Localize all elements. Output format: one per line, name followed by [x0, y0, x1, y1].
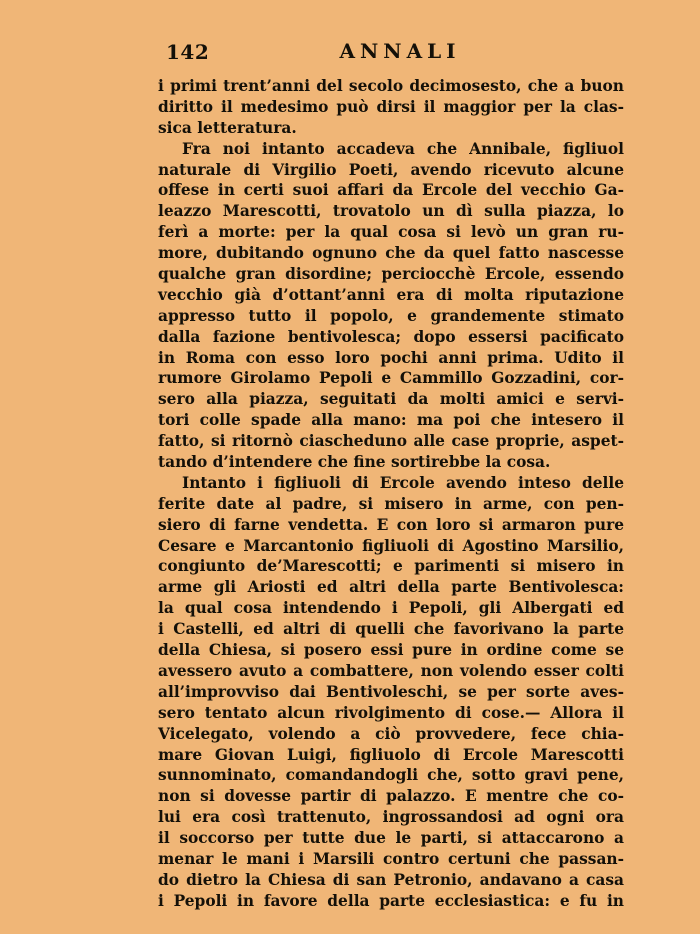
- text-line: Intanto i figliuoli di Ercole avendo inteso delle: [182, 473, 624, 492]
- text-line: congiunto de’Marescotti; e parimenti si misero in: [158, 557, 624, 576]
- text-line: qualche gran disordine; perciocchè Ercole, essendo: [158, 265, 624, 284]
- text-line: i primi trent’anni del secolo decimosesto, che a buon: [158, 77, 624, 95]
- text-line: mare Giovan Luigi, figliuolo di Ercole Marescotti: [158, 745, 624, 764]
- text-line: i Pepoli in favore della parte ecclesiastica: e fu in: [158, 891, 624, 910]
- text-line: siero di farne vendetta. E con loro si armaron pure: [158, 515, 624, 534]
- text-line: sica letteratura.: [158, 118, 297, 137]
- text-line: do dietro la Chiesa di san Petronio, andavano a casa: [158, 870, 624, 889]
- body-text: [158, 76, 624, 912]
- text-line: sero tentato alcun rivolgimento di cose.— Allora il: [158, 703, 624, 722]
- text-line: sero alla piazza, seguitati da molti amici e servi-: [158, 390, 624, 409]
- text-line: sunnominato, comandandogli che, sotto gravi pene,: [158, 766, 624, 785]
- text-line: avessero avuto a combattere, non volendo esser colti: [158, 661, 624, 680]
- text-line: non si dovesse partir di palazzo. E mentre che co-: [158, 787, 624, 806]
- text-line: dalla fazione bentivolesca; dopo essersi pacificato: [158, 327, 624, 346]
- text-line: diritto il medesimo può dirsi il maggior per la clas-: [158, 97, 624, 116]
- text-line: naturale di Virgilio Poeti, avendo ricevuto alcune: [158, 160, 624, 179]
- text-line: appresso tutto il popolo, e grandemente stimato: [158, 306, 624, 325]
- text-line: ferì a morte: per la qual cosa si levò un gran ru-: [158, 223, 624, 242]
- text-line: Cesare e Marcantonio figliuoli di Agostino Marsilio,: [158, 536, 624, 555]
- text-line: Fra noi intanto accadeva che Annibale, figliuol: [182, 139, 624, 158]
- page-header: [158, 36, 624, 76]
- running-title: ANNALI: [339, 39, 461, 63]
- text-line: i Castelli, ed altri di quelli che favorivano la parte: [158, 620, 624, 639]
- text-line: vecchio già d’ottant’anni era di molta riputazione: [158, 285, 624, 304]
- text-line: lui era così trattenuto, ingrossandosi ad ogni ora: [158, 808, 624, 827]
- text-line: leazzo Marescotti, trovatolo un dì sulla piazza, lo: [158, 202, 624, 221]
- text-line: offese in certi suoi affari da Ercole del vecchio Ga-: [158, 181, 624, 200]
- text-line: Vicelegato, volendo a ciò provvedere, fece chia-: [158, 724, 624, 743]
- text-line: ferite date al padre, si misero in arme, con pen-: [158, 494, 624, 513]
- text-line: della Chiesa, si posero essi pure in ordine come se: [158, 641, 624, 660]
- text-line: more, dubitando ognuno che da quel fatto nascesse: [158, 244, 624, 263]
- text-line: tori colle spade alla mano: ma poi che intesero il: [158, 411, 624, 430]
- text-line: fatto, si ritornò ciascheduno alle case proprie, aspet-: [158, 432, 624, 451]
- text-line: arme gli Ariosti ed altri della parte Bentivolesca:: [158, 578, 624, 597]
- text-line: il soccorso per tutte due le parti, si attaccarono a: [158, 829, 624, 848]
- text-line: rumore Girolamo Pepoli e Cammillo Gozzadini, cor-: [158, 369, 624, 388]
- text-line: menar le mani i Marsili contro certuni che passan-: [158, 849, 624, 868]
- text-line: la qual cosa intendendo i Pepoli, gli Albergati ed: [158, 599, 624, 618]
- page-number: 142: [166, 40, 210, 64]
- text-line: tando d’intendere che fine sortirebbe la cosa.: [158, 453, 551, 472]
- book-page: [158, 36, 624, 916]
- text-line: all’improvviso dai Bentivoleschi, se per sorte aves-: [158, 682, 624, 701]
- text-line: in Roma con esso loro pochi anni prima. Udito il: [158, 348, 624, 367]
